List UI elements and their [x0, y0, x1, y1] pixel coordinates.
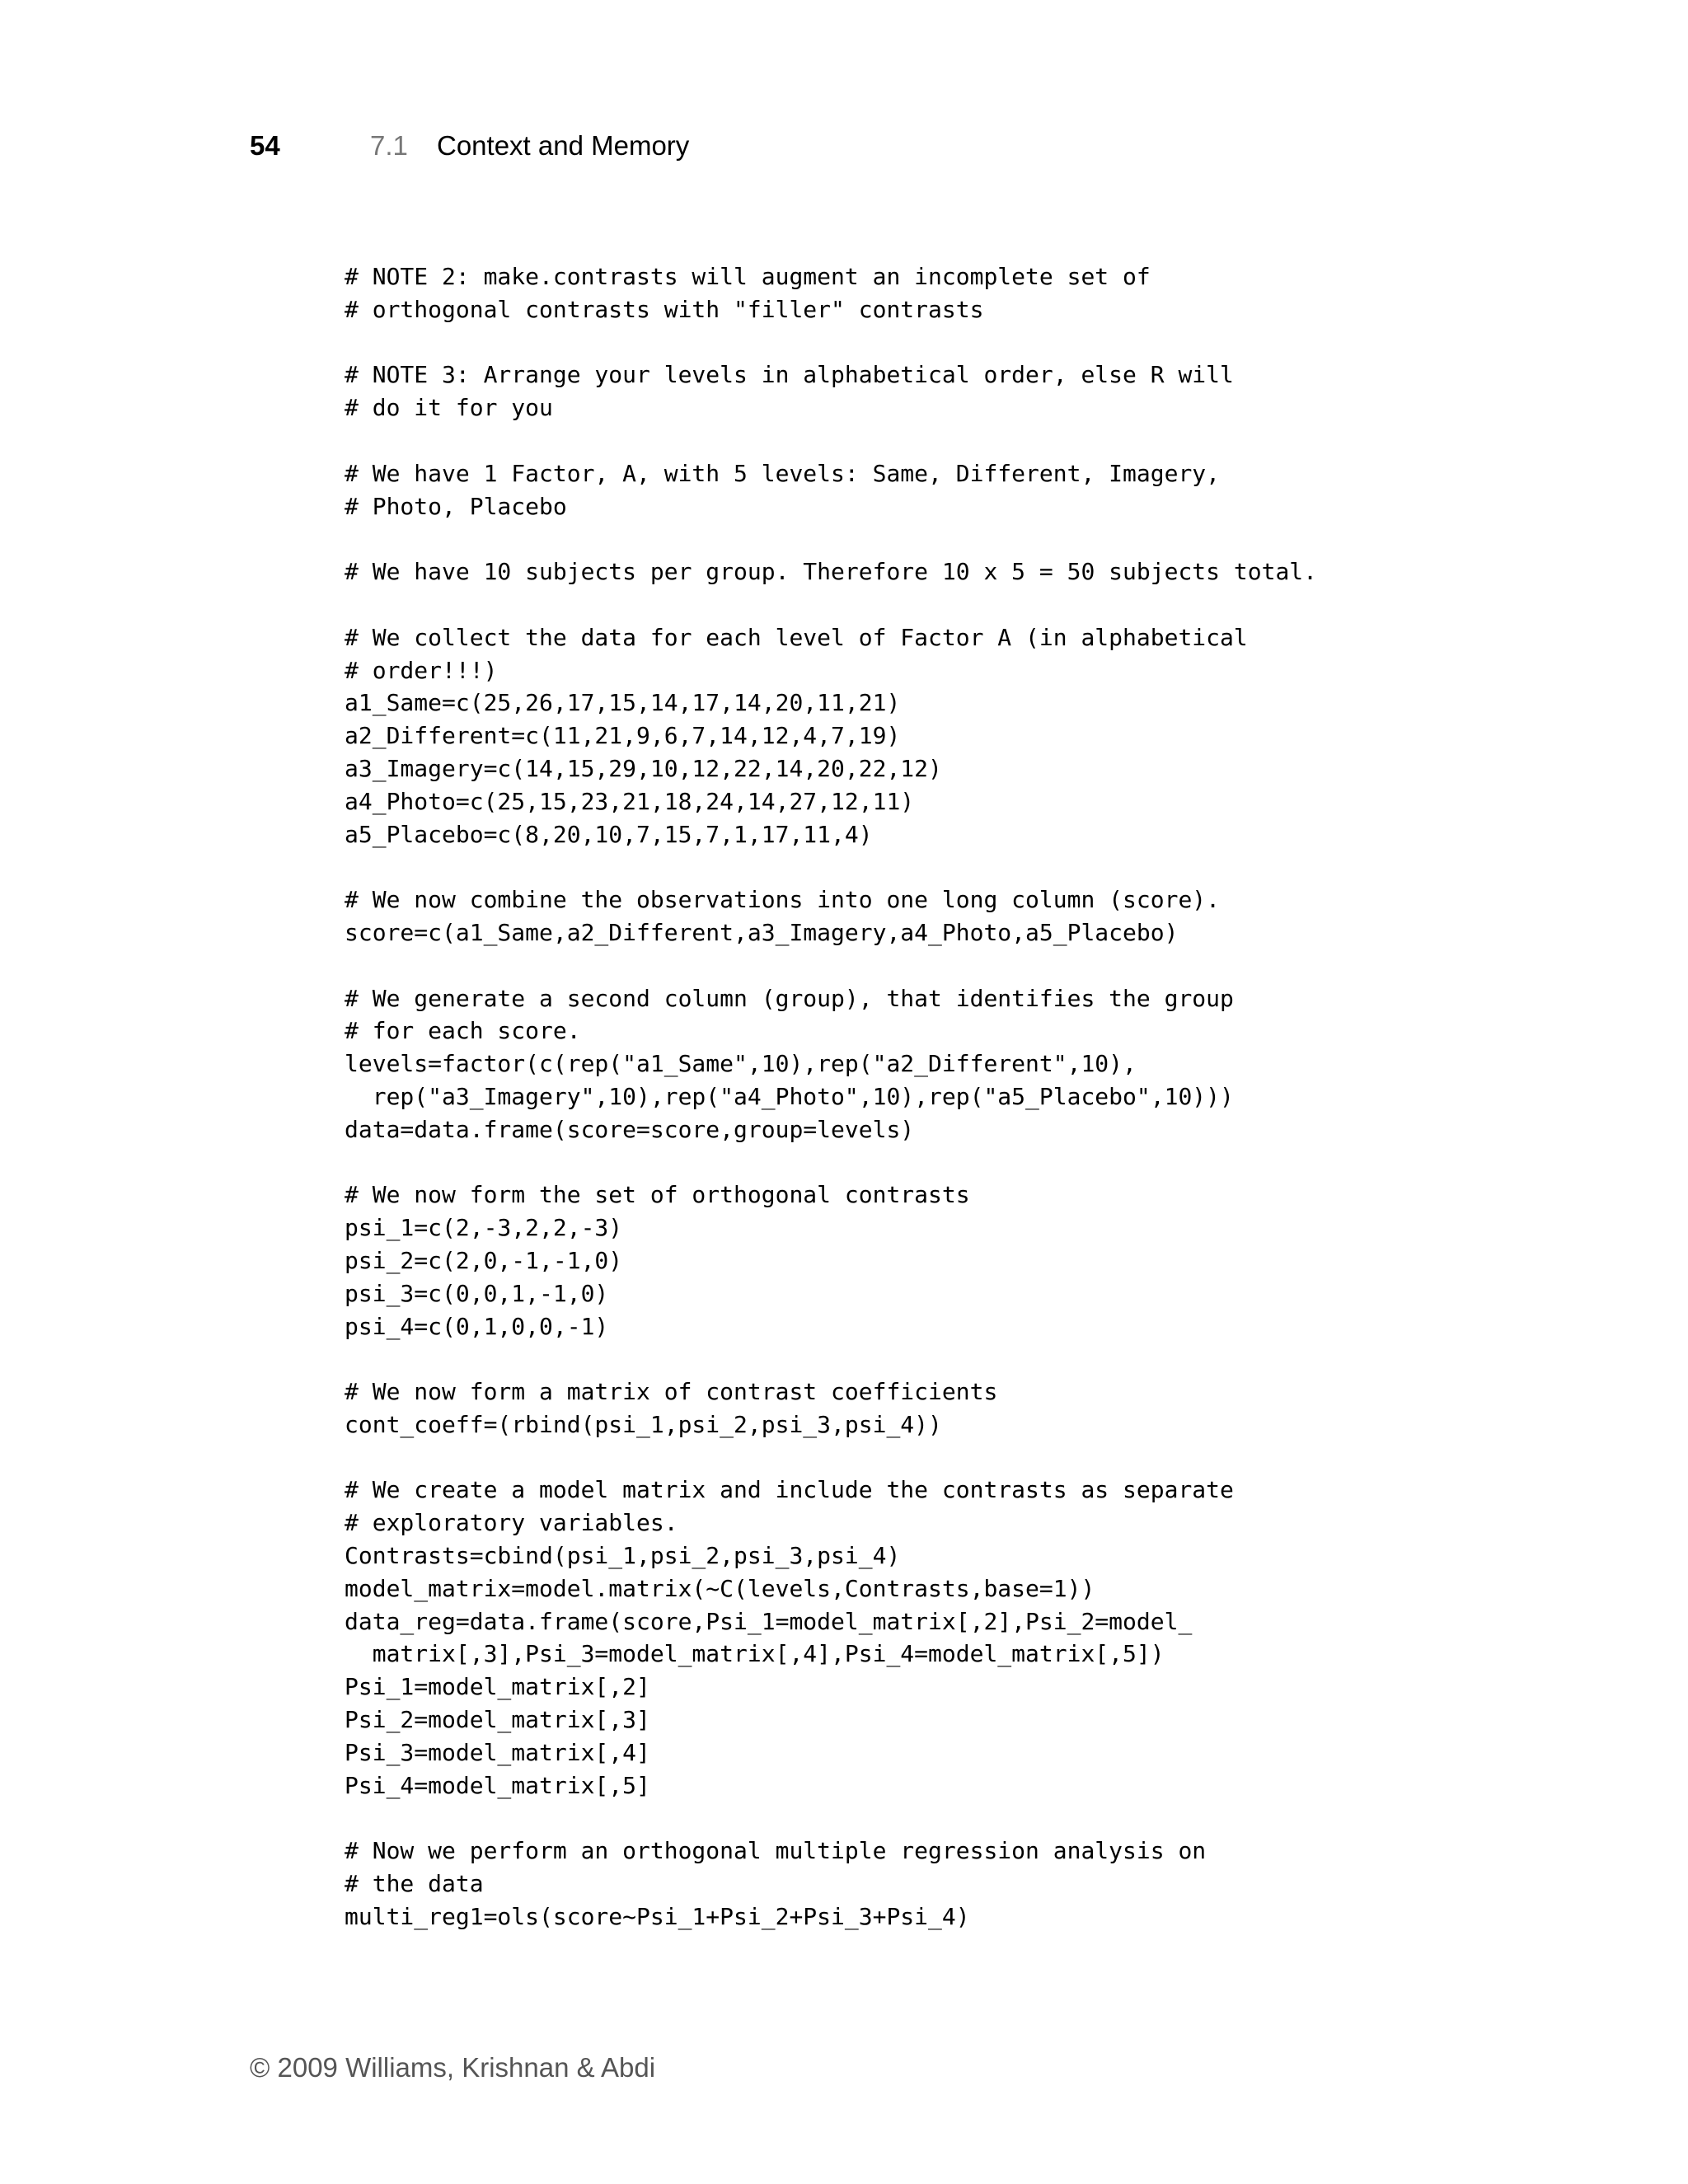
code-line: multi_reg1=ols(score~Psi_1+Psi_2+Psi_3+Psi_4)	[345, 1902, 970, 1930]
code-listing	[345, 260, 1630, 1933]
code-comment-line: # Now we perform an orthogonal multiple regression analysis on	[345, 1837, 1207, 1865]
code-blank-line	[345, 1146, 1630, 1179]
code-line: model_matrix=model.matrix(~C(levels,Contrasts,base=1))	[345, 1574, 1095, 1602]
code-line: levels=factor(c(rep("a1_Same",10),rep("a2_Different",10),	[345, 1050, 1137, 1078]
code-line: matrix[,3],Psi_3=model_matrix[,4],Psi_4=model_matrix[,5])	[345, 1640, 1165, 1668]
code-blank-line	[345, 326, 1630, 359]
page-number: 54	[250, 130, 280, 161]
code-line: rep("a3_Imagery",10),rep("a4_Photo",10),rep("a5_Placebo",10)))	[345, 1082, 1234, 1110]
code-comment-line: # NOTE 2: make.contrasts will augment an incomplete set of	[345, 263, 1151, 290]
code-comment-line: # We collect the data for each level of Factor A (in alphabetical	[345, 623, 1248, 651]
code-blank-line	[345, 1802, 1630, 1835]
code-blank-line	[345, 1441, 1630, 1474]
code-line: Psi_1=model_matrix[,2]	[345, 1673, 650, 1701]
code-line: data_reg=data.frame(score,Psi_1=model_matrix[,2],Psi_2=model_	[345, 1607, 1193, 1635]
code-comment-line: # orthogonal contrasts with "filler" contrasts	[345, 295, 984, 323]
code-line: Psi_3=model_matrix[,4]	[345, 1738, 650, 1766]
copyright-footer: © 2009 Williams, Krishnan & Abdi	[250, 2052, 656, 2083]
code-line: Psi_4=model_matrix[,5]	[345, 1771, 650, 1799]
code-comment-line: # Photo, Placebo	[345, 492, 567, 520]
section-title: Context and Memory	[437, 130, 690, 161]
code-comment-line: # We have 10 subjects per group. Therefore 10 x 5 = 50 subjects total.	[345, 558, 1318, 586]
code-blank-line	[345, 851, 1630, 883]
code-line: a1_Same=c(25,26,17,15,14,17,14,20,11,21)	[345, 689, 901, 717]
code-line: psi_1=c(2,-3,2,2,-3)	[345, 1214, 623, 1242]
code-blank-line	[345, 523, 1630, 555]
code-comment-line: # the data	[345, 1870, 484, 1898]
code-line: cont_coeff=(rbind(psi_1,psi_2,psi_3,psi_4))	[345, 1410, 942, 1438]
code-line: psi_2=c(2,0,-1,-1,0)	[345, 1246, 623, 1274]
code-line: data=data.frame(score=score,group=levels)	[345, 1115, 915, 1143]
code-line: psi_4=c(0,1,0,0,-1)	[345, 1312, 609, 1340]
code-comment-line: # We have 1 Factor, A, with 5 levels: Same, Different, Imagery,	[345, 459, 1221, 487]
code-line: a5_Placebo=c(8,20,10,7,15,7,1,17,11,4)	[345, 820, 873, 848]
code-comment-line: # do it for you	[345, 394, 553, 422]
code-line: psi_3=c(0,0,1,-1,0)	[345, 1279, 609, 1307]
code-comment-line: # order!!!)	[345, 656, 498, 684]
code-blank-line	[345, 424, 1630, 457]
code-line: score=c(a1_Same,a2_Different,a3_Imagery,a4_Photo,a5_Placebo)	[345, 918, 1179, 946]
code-comment-line: # exploratory variables.	[345, 1509, 678, 1537]
code-comment-line: # We generate a second column (group), that identifies the group	[345, 984, 1234, 1012]
code-blank-line	[345, 588, 1630, 621]
code-comment-line: # We create a model matrix and include the contrasts as separate	[345, 1476, 1234, 1504]
code-line: a2_Different=c(11,21,9,6,7,14,12,4,7,19)	[345, 722, 901, 750]
code-comment-line: # We now form the set of orthogonal contrasts	[345, 1181, 970, 1209]
code-line: Contrasts=cbind(psi_1,psi_2,psi_3,psi_4)	[345, 1542, 901, 1570]
code-comment-line: # We now form a matrix of contrast coefficients	[345, 1378, 998, 1406]
code-line: a3_Imagery=c(14,15,29,10,12,22,14,20,22,12)	[345, 754, 942, 782]
code-line: Psi_2=model_matrix[,3]	[345, 1706, 650, 1734]
code-blank-line	[345, 1343, 1630, 1376]
code-line: a4_Photo=c(25,15,23,21,18,24,14,27,12,11)	[345, 787, 915, 815]
code-comment-line: # NOTE 3: Arrange your levels in alphabetical order, else R will	[345, 361, 1234, 389]
code-blank-line	[345, 949, 1630, 982]
section-number: 7.1	[370, 130, 408, 161]
code-comment-line: # We now combine the observations into one long column (score).	[345, 886, 1221, 914]
code-comment-line: # for each score.	[345, 1017, 581, 1045]
